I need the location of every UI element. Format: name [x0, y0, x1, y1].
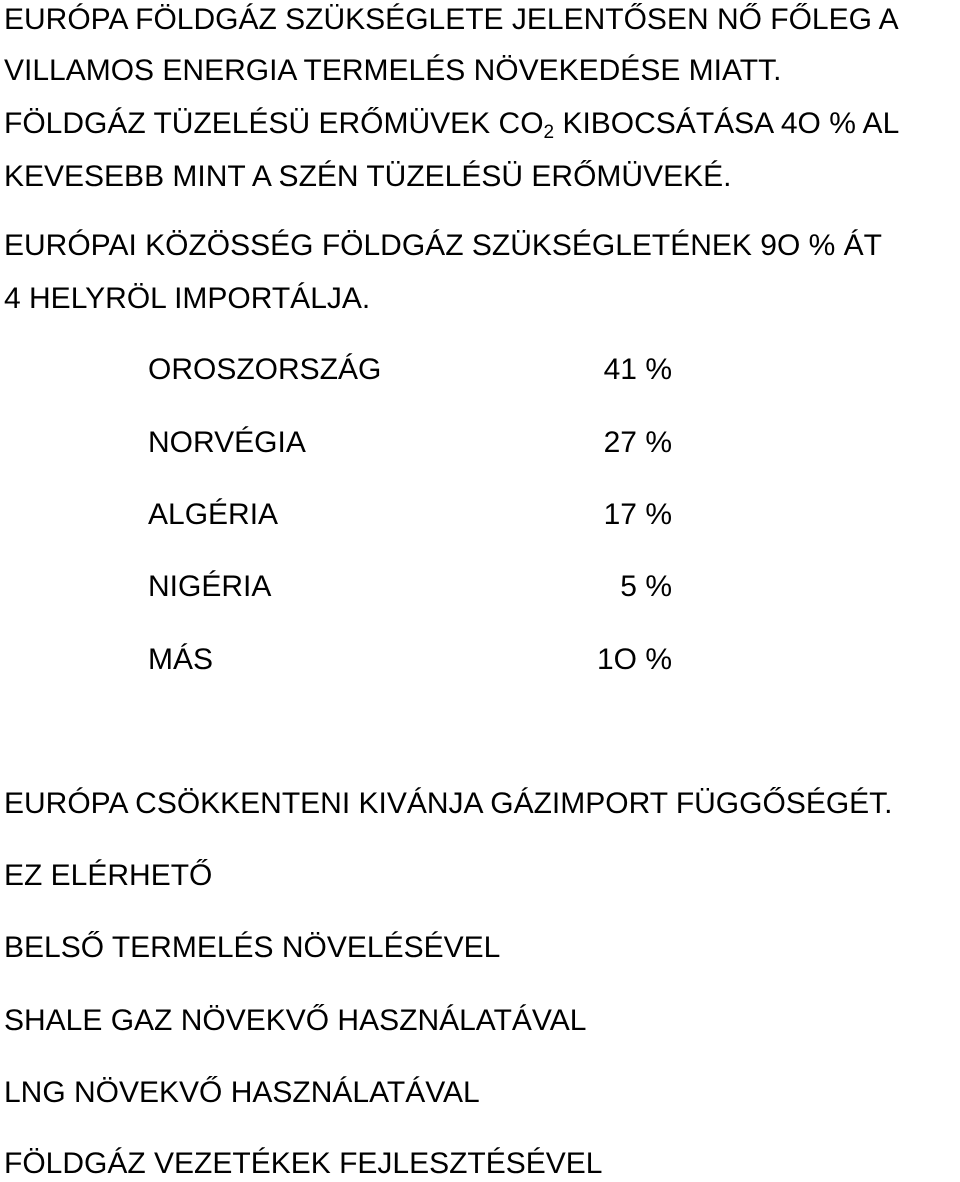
country-name: NIGÉRIA [148, 570, 272, 603]
conclusion-line-3: BELSŐ TERMELÉS NÖVELÉSÉVEL [4, 931, 501, 964]
country-share: 1O % [596, 643, 672, 676]
conclusion-line-2: EZ ELÉRHETŐ [4, 859, 213, 892]
intro-line-3-start: FÖLDGÁZ TÜZELÉSÜ ERŐMÜVEK CO [4, 107, 544, 140]
country-share: 27 % [603, 426, 672, 459]
intro-line-4: KEVESEBB MINT A SZÉN TÜZELÉSÜ ERŐMÜVEKÉ. [4, 160, 732, 193]
country-name: ALGÉRIA [148, 498, 279, 531]
conclusion-line-1: EURÓPA CSÖKKENTENI KIVÁNJA GÁZIMPORT FÜGGŐSÉGÉT. [4, 787, 893, 820]
intro-line-3 [4, 106, 899, 146]
country-name: MÁS [148, 643, 214, 676]
country-share: 5 % [620, 570, 672, 603]
import-line-1: EURÓPAI KÖZÖSSÉG FÖLDGÁZ SZÜKSÉGLETÉNEK 9O % ÁT [4, 229, 882, 262]
import-line-2: 4 HELYRÖL IMPORTÁLJA. [4, 282, 371, 315]
conclusion-line-6: FÖLDGÁZ VEZETÉKEK FEJLESZTÉSÉVEL [4, 1147, 603, 1180]
country-share: 41 % [603, 353, 672, 386]
co2-subscript: 2 [543, 122, 555, 143]
conclusion-line-5: LNG NÖVEKVŐ HASZNÁLATÁVAL [4, 1076, 480, 1109]
intro-line-1: EURÓPA FÖLDGÁZ SZÜKSÉGLETE JELENTŐSEN NŐ FŐLEG A [4, 3, 899, 36]
country-name: NORVÉGIA [148, 426, 306, 459]
country-share: 17 % [603, 498, 672, 531]
intro-line-2: VILLAMOS ENERGIA TERMELÉS NÖVEKEDÉSE MIATT. [4, 54, 782, 87]
intro-line-3-end: KIBOCSÁTÁSA 4O % AL [554, 107, 900, 140]
country-name: OROSZORSZÁG [148, 353, 382, 386]
conclusion-line-4: SHALE GAZ NÖVEKVŐ HASZNÁLATÁVAL [4, 1004, 587, 1037]
